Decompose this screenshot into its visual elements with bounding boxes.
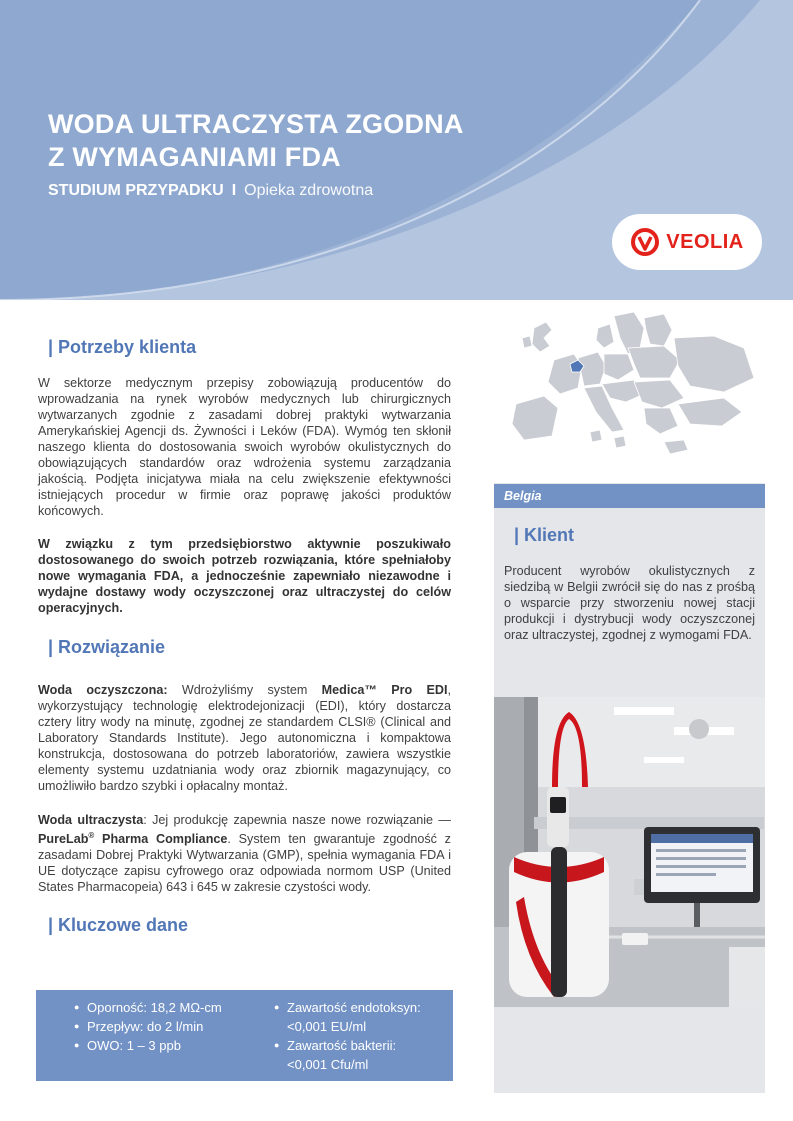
key-data-item: ● Oporność: 18,2 MΩ-cm	[54, 998, 254, 1017]
key-data-item: ● Zawartość endotoksyn:	[254, 998, 449, 1017]
logo-text: VEOLIA	[666, 230, 744, 253]
heading-client-needs: | Potrzeby klienta	[48, 337, 197, 357]
solution-paragraph-2	[38, 812, 451, 895]
veolia-emblem-icon	[630, 227, 660, 257]
solution-text: , wykorzystujący technologię elektrodejonizacji (EDI), który dostarcza cztery litry wody na minutę, zgodnej ze standardem CLSI® (Clinical and Laboratory Standards Institute). Jego autonomiczna i kompaktowa konstrukcja, dostosowana do potrzeb laboratoriów, zawiera wszystkie elementy systemu uzdatniania wody oraz zbiornik magazynujący, co umożliwiło bardzo szybki i opłacalny montaż.	[38, 683, 452, 793]
title-line-1: WODA ULTRACZYSTA ZGODNA	[48, 109, 464, 139]
europe-map-graphic	[494, 308, 765, 483]
key-data-item-continuation: <0,001 EU/ml	[287, 1019, 367, 1034]
needs-paragraph-2: W związku z tym przedsiębiorstwo aktywnie poszukiwało dostosowanego do swoich potrzeb rozwiązania, które spełniałoby nowe wymagania FDA, a jednocześnie zapewniało niezawodne i wydajne dostawy wody oczyszczonej oraz ultraczystej do celów operacyjnych.	[38, 537, 451, 615]
product-photo	[494, 697, 765, 1007]
product-purelab	[38, 832, 227, 846]
solution-text: Wdrożyliśmy system	[167, 683, 322, 697]
subtitle-separator: I	[231, 182, 237, 199]
heading-solution	[48, 637, 165, 658]
header-banner	[0, 0, 793, 300]
europe-map	[494, 308, 765, 483]
product-purelab-name: PureLab	[38, 832, 89, 847]
solution-paragraph-1	[38, 682, 451, 794]
product-purelab-suffix: Pharma Compliance	[94, 832, 228, 847]
subtitle-category: Opieka zdrowotna	[244, 182, 374, 199]
water-system-photo-illustration	[494, 697, 765, 1007]
purified-water-label: Woda oczyszczona:	[38, 683, 168, 697]
heading-key-data: | Kluczowe dane	[48, 915, 189, 935]
page-title	[48, 108, 464, 174]
key-data-item: ● Zawartość bakterii:	[254, 1036, 449, 1055]
solution-text: . System ten gwarantuje zgodność z zasadami Dobrej Praktyki Wytwarzania (GMP), spełnia wymagania FDA i UE dotyczące zapisu cyfrowego oraz odpowiada normom USP (United States Pharmacopeia) 643 i 645 w zakresie czystości wody.	[38, 832, 451, 895]
heading-solution-text: | Rozwiązanie	[48, 637, 166, 657]
subtitle-type: STUDIUM PRZYPADKU	[48, 182, 224, 199]
key-data-list-1	[54, 998, 254, 1055]
solution-text: : Jej produkcję zapewnia nasze nowe rozwiązanie —	[143, 813, 451, 827]
heading-client: | Klient	[514, 525, 575, 545]
map-label-belgium: Belgia	[494, 484, 765, 508]
client-paragraph: Producent wyrobów okulistycznych z siedzibą w Belgii zwrócił się do nas z prośbą o wsparcie przy stworzeniu nowej stacji produkcji i dystrybucji wody oczyszczonej oraz ultraczystej, zgodnej z wymogami FDA.	[504, 564, 755, 642]
registered-mark: ®	[88, 831, 95, 840]
key-data-box	[36, 990, 453, 1081]
title-line-2: Z WYMAGANIAMI FDA	[48, 142, 341, 172]
key-data-list-2	[254, 998, 449, 1074]
subtitle	[48, 182, 373, 200]
product-medica: Medica™ Pro EDI	[321, 683, 448, 697]
key-data-item: ● Przepływ: do 2 l/min	[54, 1017, 254, 1036]
key-data-item-continuation: <0,001 Cfu/ml	[287, 1057, 369, 1072]
key-data-item: ● OWO: 1 – 3 ppb	[54, 1036, 254, 1055]
needs-paragraph-1: W sektorze medycznym przepisy zobowiązują producentów do wprowadzania na rynek wyrobów medycznych lub chirurgicznych wytwarzanych zgodnie z zasadami dobrej praktyki wytwarzania Amerykańskiej Agencji ds. Żywności i Leków (FDA). Wymóg ten skłonił naszego klienta do dostosowania swoich wyrobów okulistycznych do obowiązujących standardów oraz wdrożenia systemu zarządzania jakością. Podjęta inicjatywa miała na celu zwiększenie efektywności istniejących procedur w firmie oraz poprawę jakości produktów końcowych.	[38, 376, 451, 518]
veolia-logo	[612, 214, 762, 270]
ultrapure-water-label: Woda ultraczysta	[38, 813, 144, 827]
